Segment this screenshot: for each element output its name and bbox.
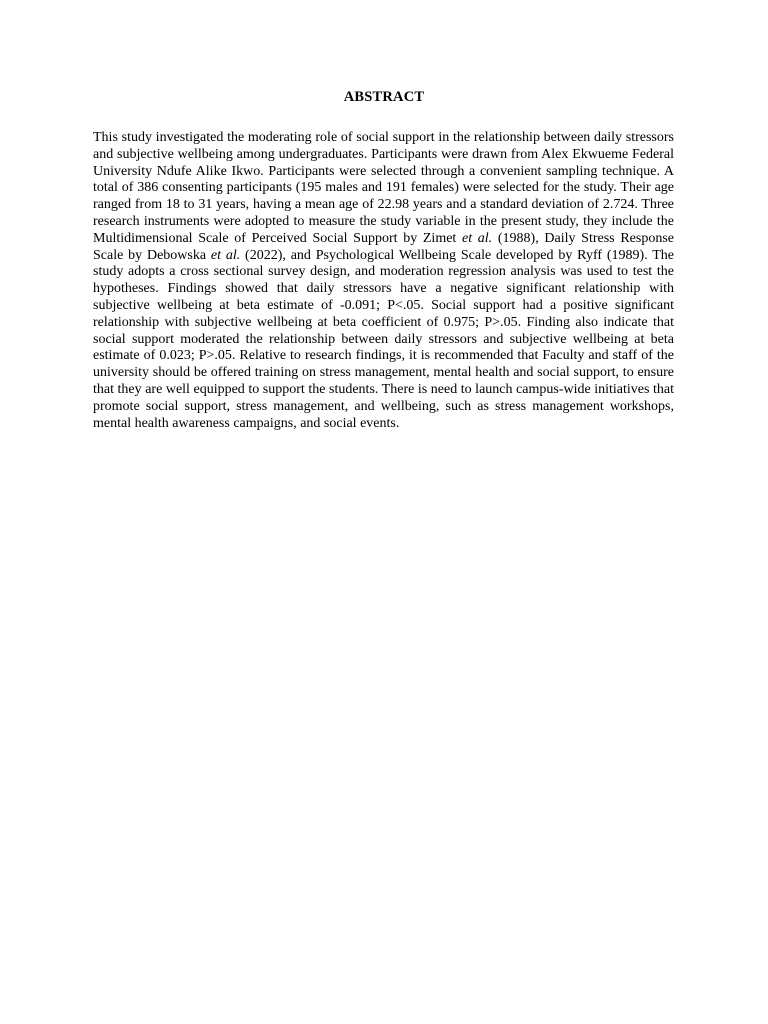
abstract-text-part-3: (2022), and Psychological Wellbeing Scale developed by Ryff (1989). The study adopts a cross sectional survey design, and moderation regression analysis was used to test the hypotheses. Findings showed that daily stressors have a negative significant relationship with subjective wellbeing at beta estimate of -0.091; P<.05. Social support had a positive significant relationship with subjective wellbeing at beta coefficient of 0.975; P>.05. Finding also indicate that social support moderated the relationship between daily stressors and subjective wellbeing at beta estimate of 0.023; P>.05. Relative to research findings, it is recommended that Faculty and staff of the university should be offered training on stress management, mental health and social support, to ensure that they are well equipped to support the students. There is need to launch campus-wide initiatives that promote social support, stress management, and wellbeing, such as stress management workshops, mental health awareness campaigns, and social events. (93, 247, 674, 431)
abstract-paragraph (93, 130, 674, 432)
citation-et-al-debowska: et al. (210, 247, 241, 263)
citation-et-al-zimet: et al. (462, 230, 493, 246)
abstract-text-part-2: (1988), Daily Stress Response Scale by Debowska (93, 230, 674, 263)
abstract-text-part-1: This study investigated the moderating role of social support in the relationship between daily stressors and subjective wellbeing among undergraduates. Participants were drawn from Alex Ekwueme Federal University Ndufe Alike Ikwo. Participants were selected through a convenient sampling technique. A total of 386 consenting participants (195 males and 191 females) were selected for the study. Their age ranged from 18 to 31 years, having a mean age of 22.98 years and a standard deviation of 2.724. Three research instruments were adopted to measure the study variable in the present study, they include the Multidimensional Scale of Perceived Social Support by Zimet (93, 130, 674, 246)
abstract-heading: ABSTRACT (343, 89, 425, 105)
